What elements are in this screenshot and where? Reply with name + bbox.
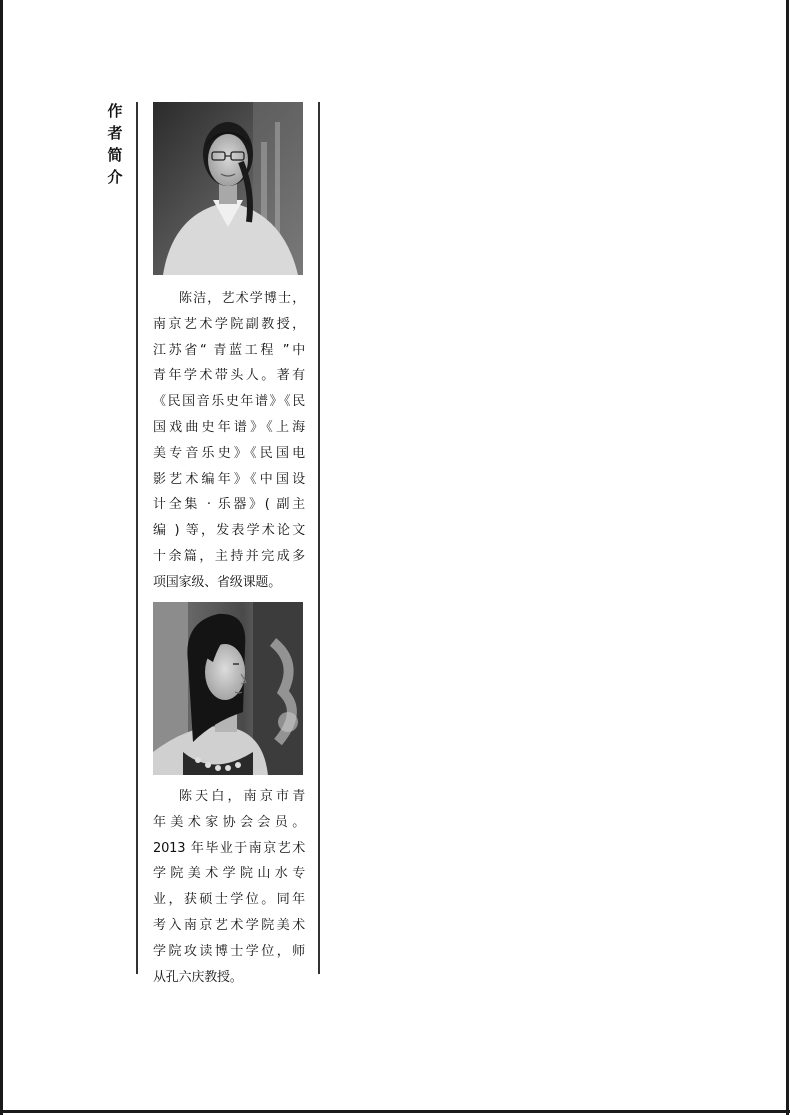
bio-line: 影艺术编年》《中国设: [153, 471, 305, 487]
bio-line: 项国家级、省级课题。: [153, 574, 282, 590]
bio-line: 青年学术带头人。著有: [153, 368, 305, 384]
section-title-char: 者: [107, 124, 123, 142]
bio-line: 陈天白，南京市青: [179, 789, 305, 804]
author-photo-2-image: [153, 602, 303, 775]
bio-line: 十余篇，主持并完成多: [153, 548, 305, 564]
author-photo-1-image: [153, 102, 303, 275]
bio-line: 美专音乐史》《民国电: [153, 445, 305, 461]
bio-line: 年美术家协会会员。: [153, 814, 305, 830]
page-border-right: [786, 0, 789, 1115]
bio-line: 国戏曲史年谱》《上海: [153, 419, 305, 435]
author-bio-2: [153, 784, 305, 990]
bio-line: 学院攻读博士学位，师: [153, 943, 305, 959]
bio-line: 从孔六庆教授。: [153, 969, 243, 985]
section-title-char: 简: [107, 146, 123, 164]
bio-line: 编 ) 等，发表学术论文: [153, 523, 305, 539]
column-rule-right: [318, 102, 320, 974]
section-title-char: 作: [107, 102, 123, 120]
bio-line: 陈洁，艺术学博士，: [179, 291, 305, 306]
section-title-char: 介: [107, 168, 123, 186]
column-rule-left: [136, 102, 138, 974]
page-border-left: [0, 0, 3, 1115]
author-photo-1: [153, 102, 303, 275]
bio-line: 南京艺术学院副教授，: [153, 316, 305, 332]
bio-line: 《民国音乐史年谱》《民: [153, 394, 305, 410]
bio-line: 学院美术学院山水专: [153, 866, 305, 882]
section-title: [103, 100, 127, 188]
bio-line: 业，获硕士学位。同年: [153, 892, 305, 908]
author-bio-1: [153, 286, 305, 596]
bio-line: 江苏省“ 青蓝工程 ”中: [153, 342, 305, 358]
author-photo-2: [153, 602, 303, 775]
bio-line: 计全集 · 乐器》( 副主: [153, 497, 305, 513]
page-border-bottom: [0, 1110, 790, 1113]
bio-line: 2013 年毕业于南京艺术: [153, 840, 305, 856]
bio-line: 考入南京艺术学院美术: [153, 917, 305, 933]
